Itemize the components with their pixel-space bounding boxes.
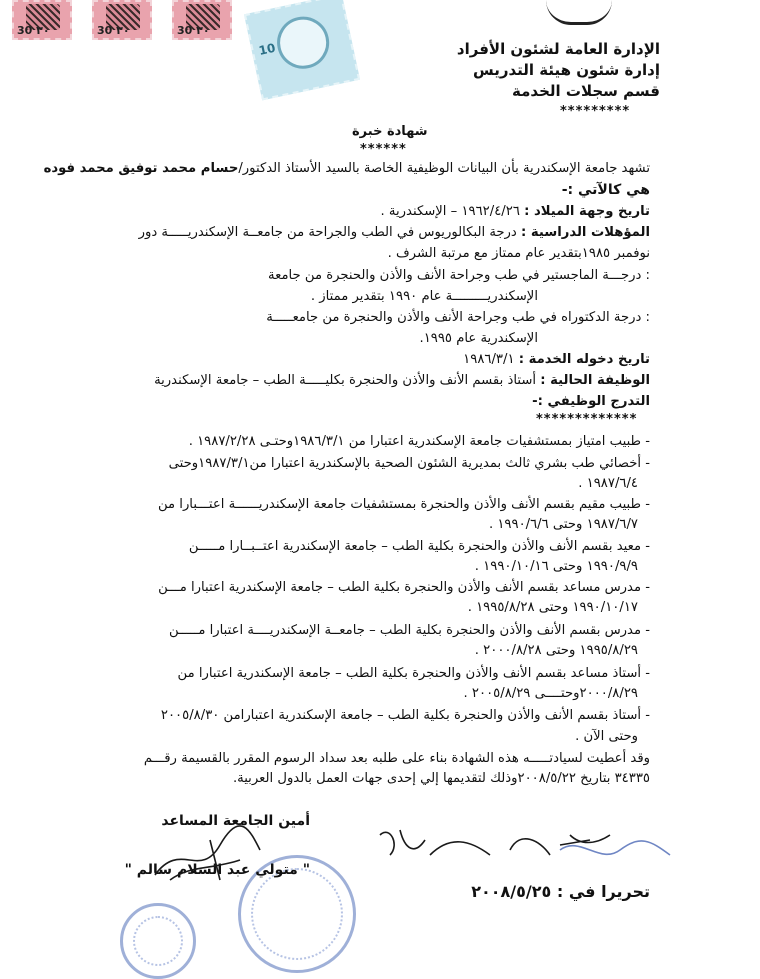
career-stars: ************* bbox=[536, 412, 638, 427]
issue-date: تحريرا في : ٢٠٠٨/٥/٢٥ bbox=[471, 882, 650, 901]
career-item: - طبيب مقيم بقسم الأنف والأذن والحنجرة بمستشفيات جامعة الإسكندريــــــة اعتـــبارا من bbox=[157, 497, 650, 512]
career-label: التدرج الوظيفي :- bbox=[532, 394, 650, 409]
career-item: - أستاذ مساعد بقسم الأنف والأذن والحنجرة بكلية الطب – جامعة الإسكندرية اعتبارا من bbox=[177, 666, 650, 681]
qualification-line: : درجـــة الماجستير في طب وجراحة الأنف والأذن والحنجرة من جامعة bbox=[268, 268, 650, 283]
career-item: - طبيب امتياز بمستشفيات جامعة الإسكندرية اعتبارا من ١٩٨٦/٣/١وحتـى ١٩٨٧/٢/٢٨ . bbox=[188, 434, 650, 449]
header-stars: ********* bbox=[560, 104, 631, 119]
blue-revenue-stamp bbox=[244, 0, 360, 100]
as-follows: هي كالآتي :- bbox=[561, 182, 650, 198]
career-item: - مدرس بقسم الأنف والأذن والحنجرة بكلية الطب – جامعــة الإسكندريــــة اعتبارا مـــــن bbox=[168, 623, 650, 638]
revenue-stamp bbox=[12, 0, 72, 40]
career-item: - أستاذ بقسم الأنف والأذن والحنجرة بكلية الطب – جامعة الإسكندرية اعتبارامن ٢٠٠٥/٨/٣٠ bbox=[160, 708, 650, 723]
closing-line: ٣٤٣٣٥ بتاريخ ٢٠٠٨/٥/٢٢وذلك لتقديمها إلي إحدى جهات العمل بالدول العربية. bbox=[232, 771, 650, 786]
career-item-cont: وحتى الآن . bbox=[575, 729, 638, 744]
signatory-name: " متولي عبد السلام سالم " bbox=[124, 862, 310, 878]
joining-row: تاريخ دخوله الخدمة : ١٩٨٦/٣/١ bbox=[463, 352, 650, 367]
header-line-1: الإدارة العامة لشئون الأفراد bbox=[456, 40, 660, 58]
stamp-value: 30 ٣٠ bbox=[97, 24, 130, 37]
stamp-emblem bbox=[272, 12, 334, 74]
birth-row: تاريخ وجهة الميلاد : ١٩٦٢/٤/٢٦ – الإسكندرية . bbox=[380, 204, 650, 219]
current-job-row: الوظيفة الحالية : أستاذ بقسم الأنف والأذن والحنجرة بكليـــــة الطب – جامعة الإسكندرية bbox=[154, 373, 650, 388]
career-item: - مدرس مساعد بقسم الأنف والأذن والحنجرة بكلية الطب – جامعة الإسكندرية اعتبارا مـــن bbox=[158, 580, 650, 595]
intro-text: تشهد جامعة الإسكندرية بأن البيانات الوظيفية الخاصة بالسيد الأستاذ الدكتور/حسام محمد توفيق محمد فوده bbox=[43, 161, 650, 176]
career-item-cont: ١٩٨٧/٦/٤ . bbox=[578, 476, 638, 491]
official-seal bbox=[120, 903, 196, 979]
career-item-cont: ٢٠٠٠/٨/٢٩وحتــــى ٢٠٠٥/٨/٢٩ . bbox=[463, 686, 638, 701]
career-item: - أخصائي طب بشري ثالث بمديرية الشئون الصحية بالإسكندرية اعتبارا من١٩٨٧/٣/١وحتى bbox=[168, 456, 650, 471]
title-stars: ****** bbox=[360, 142, 407, 157]
career-item: - معيد بقسم الأنف والأذن والحنجرة بكلية الطب – جامعة الإسكندرية اعتــبــارا مـــــن bbox=[188, 539, 650, 554]
closing-line: وقد أعطيت لسيادتـــــه هذه الشهادة بناء على طلبه بعد سداد الرسوم المقرر بالقسيمة رقـــم bbox=[143, 751, 650, 766]
qualifications-row: المؤهلات الدراسية : درجة البكالوريوس في الطب والجراحة من جامعــة الإسكندريـــــة دور bbox=[138, 225, 650, 240]
university-logo bbox=[546, 0, 612, 25]
revenue-stamp bbox=[172, 0, 232, 40]
qualification-line: الإسكندرية عام ١٩٩٥. bbox=[419, 331, 538, 346]
handwritten-signature bbox=[150, 820, 270, 890]
qualification-line: : درجة الدكتوراه في طب وجراحة الأنف والأذن والحنجرة من جامعـــــة bbox=[266, 310, 650, 325]
stamp-value: 30 ٣٠ bbox=[17, 24, 50, 37]
blue-initials bbox=[555, 830, 675, 870]
qualification-line: نوفمبر ١٩٨٥بتقدير عام ممتاز مع مرتبة الشرف . bbox=[387, 246, 650, 261]
stamp-value: 30 ٣٠ bbox=[177, 24, 210, 37]
document-title: شهادة خبرة bbox=[352, 124, 428, 139]
career-item-cont: ١٩٨٧/٦/٧ وحتى ١٩٩٠/٦/٦ . bbox=[488, 517, 638, 532]
career-item-cont: ١٩٩٠/١٠/١٧ وحتى ١٩٩٥/٨/٢٨ . bbox=[467, 600, 638, 615]
career-item-cont: ١٩٩٠/٩/٩ وحتى ١٩٩٠/١٠/١٦ . bbox=[474, 559, 638, 574]
stamp-value: 10 bbox=[257, 40, 277, 58]
revenue-stamp bbox=[92, 0, 152, 40]
header-line-3: قسم سجلات الخدمة bbox=[512, 82, 660, 100]
header-line-2: إدارة شئون هيئة التدريس bbox=[473, 61, 660, 79]
signatory-title: أمين الجامعة المساعد bbox=[161, 813, 310, 829]
qualification-line: الإسكندريـــــــــة عام ١٩٩٠ بتقدير ممتاز . bbox=[310, 289, 538, 304]
career-item-cont: ١٩٩٥/٨/٢٩ وحتى ٢٠٠٠/٨/٢٨ . bbox=[474, 643, 638, 658]
